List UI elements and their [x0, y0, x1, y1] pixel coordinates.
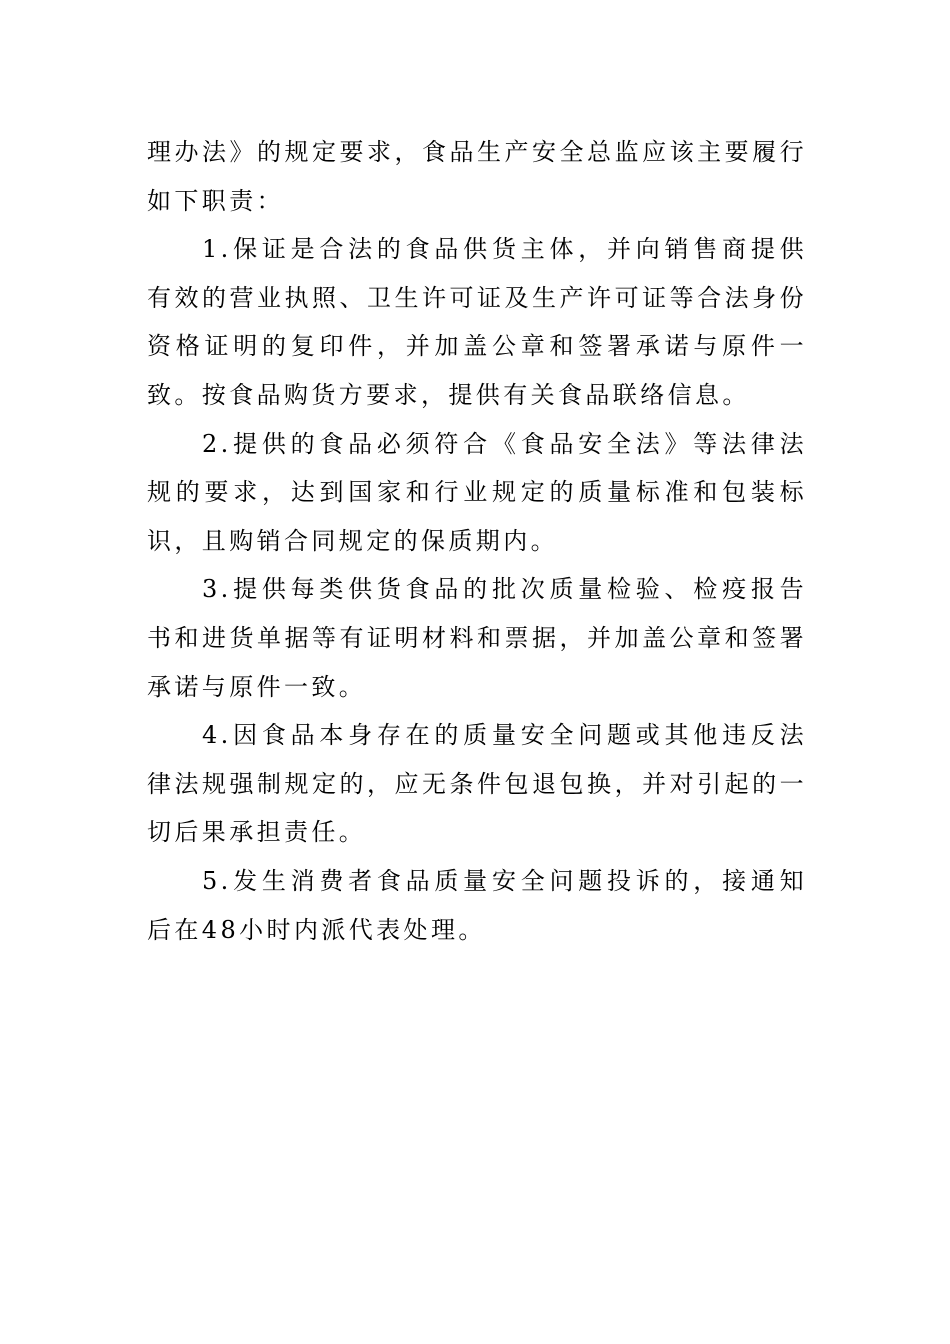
paragraph-item-5: 5.发生消费者食品质量安全问题投诉的，接通知后在48小时内派代表处理。 [147, 866, 807, 944]
paragraph-item-1: 1.保证是合法的食品供货主体，并向销售商提供有效的营业执照、卫生许可证及生产许可证等合法身份资格证明的复印件，并加盖公章和签署承诺与原件一致。按食品购货方要求，提供有关食品联络信息。 [147, 235, 807, 409]
paragraph-item-4: 4.因食品本身存在的质量安全问题或其他违反法律法规强制规定的，应无条件包退包换，并对引起的一切后果承担责任。 [147, 721, 807, 847]
document-body [147, 128, 807, 954]
paragraph-continuation: 理办法》的规定要求，食品生产安全总监应该主要履行如下职责： [147, 138, 807, 215]
paragraph-item-2: 2.提供的食品必须符合《食品安全法》等法律法规的要求，达到国家和行业规定的质量标准和包装标识，且购销合同规定的保质期内。 [147, 429, 807, 555]
paragraph-item-3: 3.提供每类供货食品的批次质量检验、检疫报告书和进货单据等有证明材料和票据，并加盖公章和签署承诺与原件一致。 [147, 575, 807, 701]
